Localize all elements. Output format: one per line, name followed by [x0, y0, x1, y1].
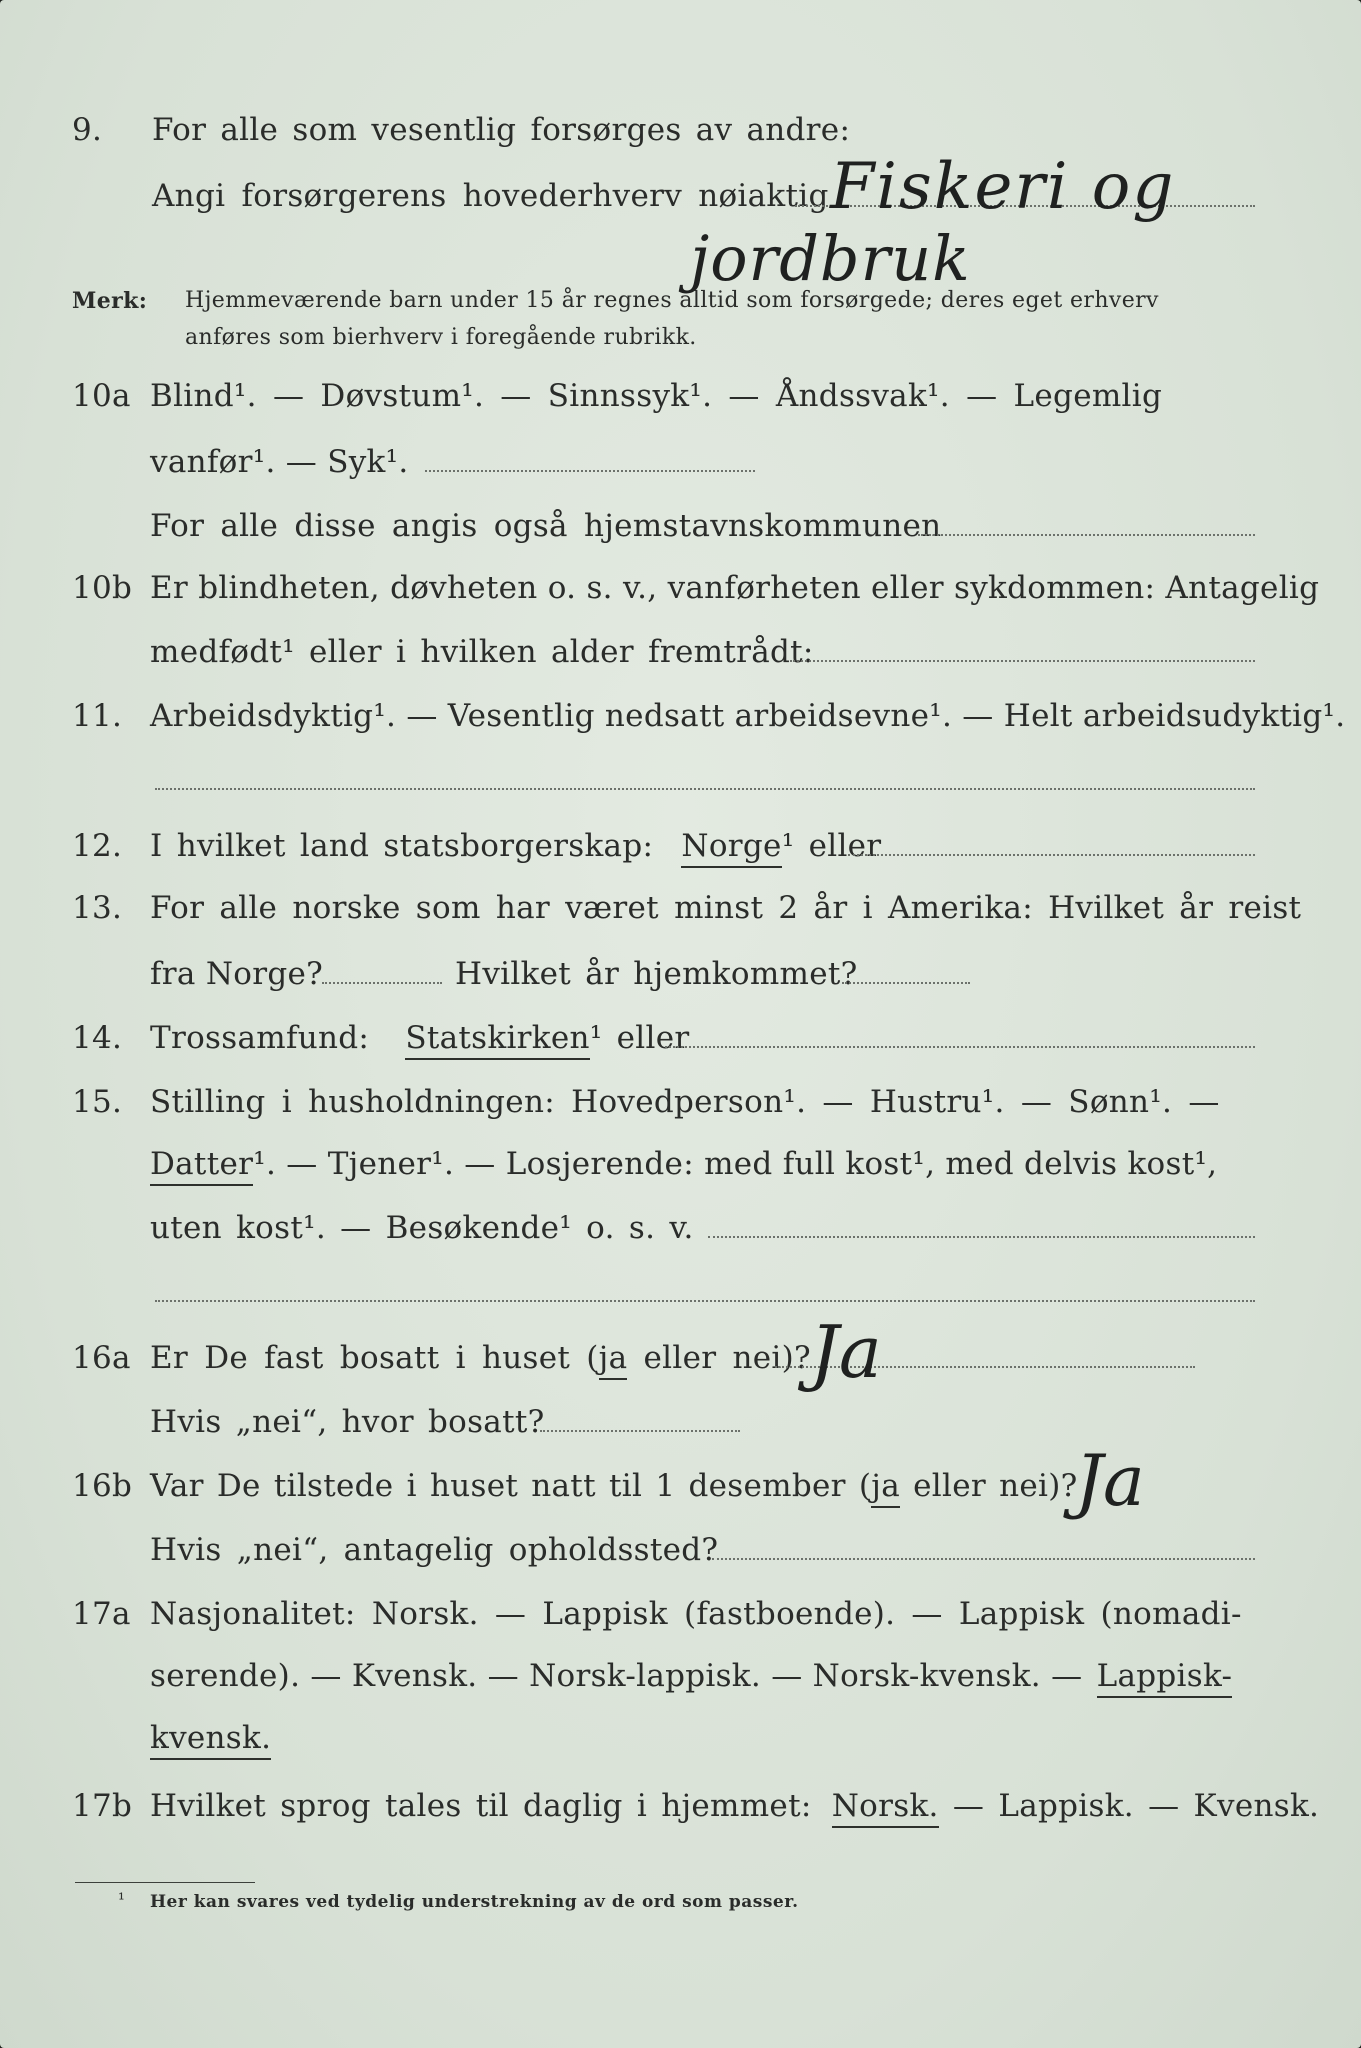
q16b-number: 16b — [72, 1468, 133, 1504]
q15-line2 — [150, 1146, 1217, 1182]
q17a-line2-prefix: serende). — Kvensk. — Norsk-lappisk. — Norsk-kvensk. — — [150, 1658, 1083, 1694]
merk-label: Merk: — [72, 288, 148, 314]
q13-line2a: fra Norge? — [150, 956, 324, 992]
q12-dotline — [848, 854, 1255, 856]
q17b-line1 — [150, 1788, 1319, 1824]
q11-line1: Arbeidsdyktig¹. — Vesentlig nedsatt arbeidsevne¹. — Helt arbeidsudyktig¹. — [150, 698, 1346, 734]
q16a-handwritten-answer: Ja — [810, 1310, 882, 1394]
q17a-underlined-answer-1: Lappisk- — [1097, 1658, 1233, 1698]
q16a-prefix: Er De fast bosatt i huset ( — [150, 1340, 599, 1376]
q15-line2-rest: ¹. — Tjener¹. — Losjerende: med full kost¹, med delvis kost¹, — [253, 1146, 1218, 1182]
q10b-line2: medfødt¹ eller i hvilken alder fremtrådt: — [150, 634, 814, 670]
q10a-line3: For alle disse angis også hjemstavnskommunen — [150, 508, 942, 544]
q15-dotline-2 — [155, 1300, 1255, 1302]
q12-prefix: I hvilket land statsborgerskap: — [150, 828, 654, 864]
q10a-dotline-2 — [918, 534, 1255, 536]
q10a-line1: Blind¹. — Døvstum¹. — Sinnssyk¹. — Åndssvak¹. — Legemlig — [150, 378, 1163, 414]
q16b-underlined-answer: ja — [871, 1468, 900, 1508]
q17b-suffix: — Lappisk. — Kvensk. — [952, 1788, 1320, 1824]
q17b-number: 17b — [72, 1788, 133, 1824]
q16b-handwritten-answer: Ja — [1075, 1440, 1145, 1522]
q16b-prefix: Var De tilstede i huset natt til 1 desember ( — [150, 1468, 872, 1504]
q17b-underlined-answer: Norsk. — [832, 1788, 939, 1828]
q14-suffix: ¹ eller — [589, 1020, 690, 1056]
q10a-line2: vanfør¹. — Syk¹. — [150, 444, 409, 480]
q9-line1: For alle som vesentlig forsørges av andre: — [152, 112, 851, 148]
q15-dotline-1 — [708, 1236, 1255, 1238]
q14-dotline — [665, 1046, 1255, 1048]
q9-line2: Angi forsørgerens hovederhverv nøiaktig — [152, 178, 829, 214]
q13-dotline-2 — [842, 982, 970, 984]
q15-line3: uten kost¹. — Besøkende¹ o. s. v. — [150, 1210, 694, 1246]
q10a-dotline-1 — [425, 470, 755, 472]
q13-line2b: Hvilket år hjemkommet? — [455, 956, 858, 992]
q12-underlined-answer: Norge — [681, 828, 781, 868]
q17a-underlined-answer-2: kvensk. — [150, 1720, 271, 1760]
q17a-number: 17a — [72, 1596, 131, 1632]
q16b-line1 — [150, 1468, 1078, 1504]
q17b-prefix: Hvilket sprog tales til daglig i hjemmet: — [150, 1788, 812, 1824]
q11-dotline — [155, 788, 1255, 790]
q15-underlined-answer: Datter — [150, 1146, 253, 1186]
q10b-dotline — [790, 660, 1255, 662]
merk-line2: anføres som bierhverv i foregående rubrikk. — [185, 325, 697, 350]
q16a-line2: Hvis „nei“, hvor bosatt? — [150, 1404, 545, 1440]
footnote-text: Her kan svares ved tydelig understrekning av de ord som passer. — [150, 1892, 799, 1912]
q16a-dotline-2 — [540, 1430, 740, 1432]
q17a-line3 — [150, 1720, 271, 1756]
q16a-line1 — [150, 1340, 811, 1376]
q10b-number: 10b — [72, 570, 133, 606]
q16a-underlined-answer: ja — [599, 1340, 628, 1380]
q14-text — [150, 1020, 690, 1056]
q10a-number: 10a — [72, 378, 131, 414]
q13-number: 13. — [72, 890, 123, 926]
q11-number: 11. — [72, 698, 123, 734]
footnote-rule — [75, 1882, 255, 1883]
q16b-dotline — [712, 1558, 1255, 1560]
q14-underlined-answer: Statskirken — [405, 1020, 589, 1060]
q15-line1: Stilling i husholdningen: Hovedperson¹. — Hustru¹. — Sønn¹. — — [150, 1084, 1220, 1120]
q12-suffix: ¹ eller — [781, 828, 882, 864]
q9-number: 9. — [72, 112, 103, 148]
q15-number: 15. — [72, 1084, 123, 1120]
footnote-mark: ¹ — [118, 1890, 126, 1910]
q16b-suffix: eller nei)? — [900, 1468, 1078, 1504]
q17a-line1: Nasjonalitet: Norsk. — Lappisk (fastboende). — Lappisk (nomadi- — [150, 1596, 1242, 1632]
q13-dotline-1 — [322, 982, 442, 984]
q16a-number: 16a — [72, 1340, 131, 1376]
merk-line1: Hjemmeværende barn under 15 år regnes alltid som forsørgede; deres eget erhverv — [185, 288, 1159, 313]
q12-number: 12. — [72, 828, 123, 864]
q13-line1: For alle norske som har været minst 2 år i Amerika: Hvilket år reist — [150, 890, 1302, 926]
q9-handwritten-answer-1: Fiskeri og — [830, 150, 1176, 224]
q17a-line2 — [150, 1658, 1232, 1694]
q9-handwritten-answer-2: jordbruk — [690, 222, 971, 295]
q14-number: 14. — [72, 1020, 123, 1056]
q16b-line2: Hvis „nei“, antagelig opholdssted? — [150, 1532, 719, 1568]
q14-prefix: Trossamfund: — [150, 1020, 370, 1056]
q12-text — [150, 828, 881, 864]
q16a-suffix: eller nei)? — [627, 1340, 811, 1376]
q10b-line1: Er blindheten, døvheten o. s. v., vanførheten eller sykdommen: Antagelig — [150, 570, 1320, 606]
